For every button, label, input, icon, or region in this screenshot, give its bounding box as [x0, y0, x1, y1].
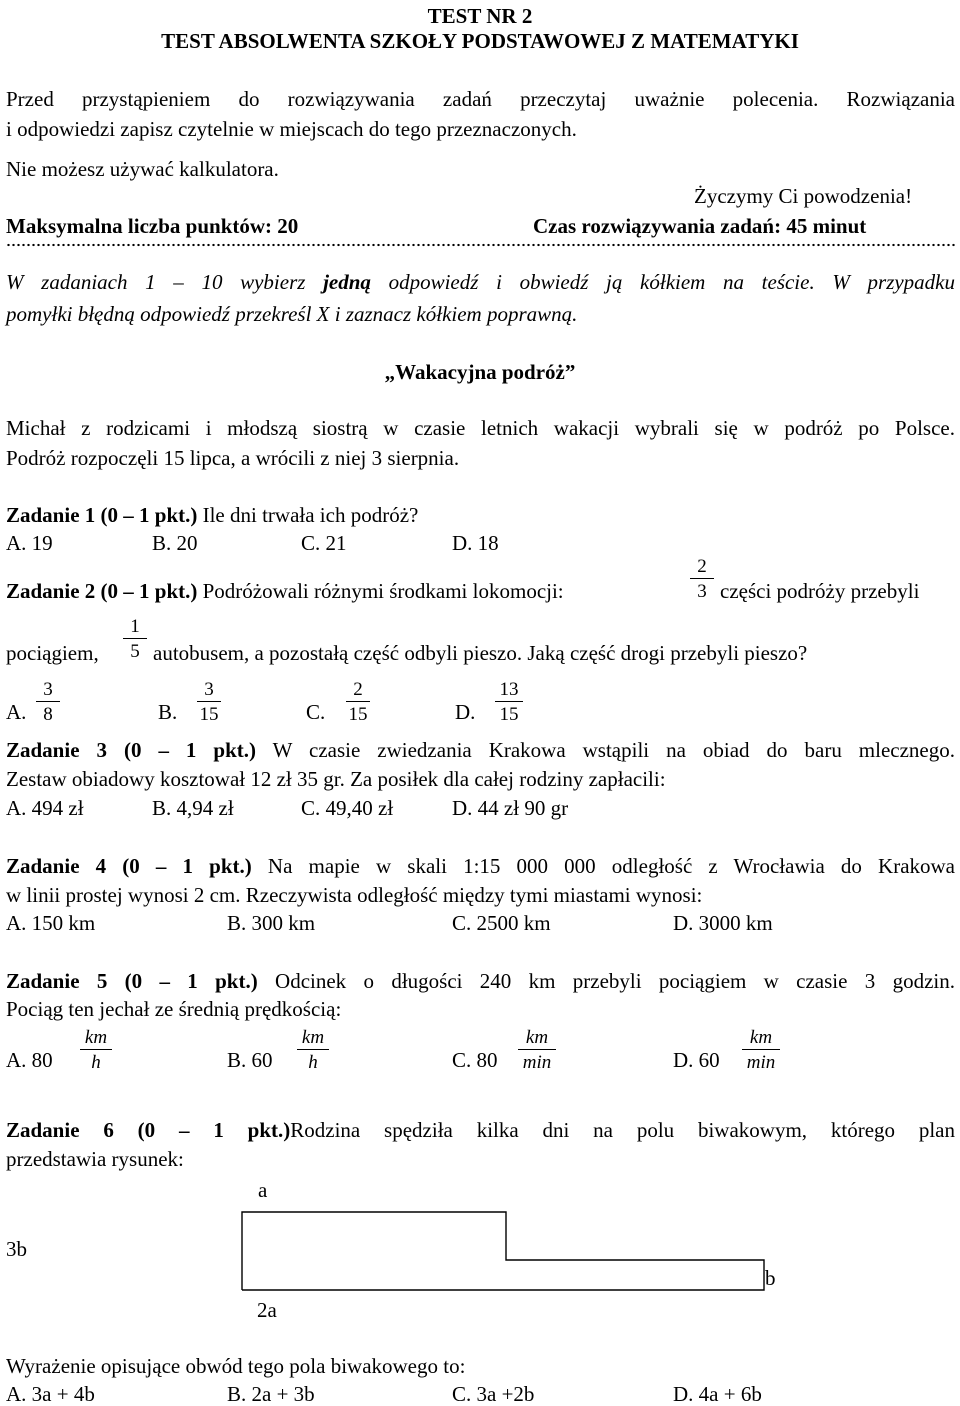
task6-answer-a[interactable]: A. 3a + 4b [6, 1382, 95, 1406]
fig-label-3b: 3b [6, 1237, 27, 1261]
time-limit: Czas rozwiązywania zadań: 45 minut [533, 214, 867, 238]
task4-question-line-2: w linii prostej wynosi 2 cm. Rzeczywista odległość między tymi miastami wynosi: [6, 883, 703, 907]
task4-answer-a[interactable]: A. 150 km [6, 911, 96, 935]
task1-answer-a[interactable]: A. 19 [6, 531, 53, 555]
fraction-numerator: 3 [204, 679, 214, 700]
task2-answer-d-fraction[interactable] [493, 680, 525, 724]
task2-question-line-1 [6, 581, 564, 602]
fraction-denominator: 15 [499, 704, 519, 725]
task2-answer-d-letter[interactable]: D. [455, 700, 476, 724]
test-number: TEST NR 2 [427, 4, 533, 28]
fraction-denominator: 8 [43, 704, 53, 725]
instruction-line-2: pomyłki błędną odpowiedź przekreśl X i zaznacz kółkiem poprawną. [6, 302, 578, 326]
good-luck-wish: Życzymy Ci powodzenia! [694, 184, 913, 208]
task2-answer-a-letter[interactable]: A. [6, 700, 27, 724]
task6-label: Zadanie 6 (0 – 1 pkt.) [6, 1118, 291, 1142]
instruction-part-2: odpowiedź i obwiedź ją kółkiem na teście. W przypadku [370, 270, 956, 294]
unit-numerator: km [525, 1027, 549, 1048]
task2-fraction-one-fifth [121, 617, 149, 661]
task3-text-1: W czasie zwiedzania Krakowa wstąpili na obiad do baru mlecznego. [256, 738, 956, 762]
task3-answer-d[interactable]: D. 44 zł 90 gr [452, 796, 569, 820]
unit-numerator: km [301, 1027, 325, 1048]
unit-numerator: km [749, 1027, 773, 1048]
unit-denominator: min [522, 1052, 552, 1073]
task4-text-1: Na mapie w skali 1:15 000 000 odległość z Wrocławia do Krakowa [251, 854, 955, 878]
task2-fraction-two-thirds [688, 557, 716, 601]
task5-label: Zadanie 5 (0 – 1 pkt.) [6, 969, 258, 993]
task5-question-line-2: Pociąg ten jechał ze średnią prędkością: [6, 997, 342, 1021]
intro-line-2: i odpowiedzi zapisz czytelnie w miejscach do tego przeznaczonych. [6, 117, 577, 141]
task2-text-3: pociągiem, [6, 641, 99, 665]
campsite-plan-outline [242, 1212, 764, 1290]
task6-answer-c[interactable]: C. 3a +2b [452, 1382, 535, 1406]
unit-numerator: km [84, 1027, 108, 1048]
task1-answer-d[interactable]: D. 18 [452, 531, 499, 555]
unit-denominator: h [91, 1052, 101, 1073]
task2-text-1: Podróżowali różnymi środkami lokomocji: [197, 579, 564, 603]
task2-text-4: autobusem, a pozostałą część odbyli pieszo. Jaką część drogi przebyli pieszo? [153, 641, 808, 665]
task6-answer-b[interactable]: B. 2a + 3b [227, 1382, 315, 1406]
task2-answer-c-fraction[interactable] [344, 680, 372, 724]
dotted-separator [6, 243, 955, 247]
task3-label: Zadanie 3 (0 – 1 pkt.) [6, 738, 256, 762]
task5-answer-a-unit[interactable] [78, 1028, 114, 1072]
intro-line-1: Przed przystąpieniem do rozwiązywania zadań przeczytaj uważnie polecenia. Rozwiązania [6, 87, 955, 111]
campsite-plan-figure [0, 1170, 960, 1330]
fraction-numerator: 13 [499, 679, 519, 700]
task1-answer-b[interactable]: B. 20 [152, 531, 198, 555]
task6-text-1: Rodzina spędziła kilka dni na polu biwakowym, którego plan [290, 1118, 956, 1142]
test-title: TEST ABSOLWENTA SZKOŁY PODSTAWOWEJ Z MATEMATYKI [161, 29, 799, 53]
fraction-denominator: 15 [199, 704, 219, 725]
task3-question-line-2: Zestaw obiadowy kosztował 12 zł 35 gr. Za posiłek dla całej rodziny zapłacili: [6, 767, 666, 791]
unit-denominator: h [308, 1052, 318, 1073]
fraction-numerator: 3 [43, 679, 53, 700]
task5-answer-c[interactable]: C. 80 [452, 1048, 498, 1072]
fig-label-2a: 2a [257, 1298, 277, 1322]
fig-label-a: a [258, 1178, 268, 1202]
task1-answer-c[interactable]: C. 21 [301, 531, 347, 555]
instruction-emphasis: jedną [323, 270, 371, 294]
fraction-denominator: 15 [348, 704, 368, 725]
instruction-part-1: W zadaniach 1 – 10 wybierz [6, 270, 324, 294]
task6-expression-question: Wyrażenie opisujące obwód tego pola biwakowego to: [6, 1354, 466, 1378]
story-line-2: Podróż rozpoczęli 15 lipca, a wrócili z niej 3 sierpnia. [6, 446, 460, 470]
fraction-numerator: 2 [353, 679, 363, 700]
fraction-numerator: 2 [697, 556, 707, 577]
task3-question-line-1 [6, 740, 955, 761]
instruction-line-1 [6, 272, 955, 293]
task4-answer-d[interactable]: D. 3000 km [673, 911, 773, 935]
task5-answer-d[interactable]: D. 60 [673, 1048, 720, 1072]
task4-label: Zadanie 4 (0 – 1 pkt.) [6, 854, 252, 878]
task2-text-2: części podróży przebyli [720, 579, 920, 603]
task6-question-line-2: przedstawia rysunek: [6, 1147, 184, 1171]
task3-answer-b[interactable]: B. 4,94 zł [152, 796, 234, 820]
task5-text-1: Odcinek o długości 240 km przebyli pociągiem w czasie 3 godzin. [257, 969, 955, 993]
task1-label: Zadanie 1 (0 – 1 pkt.) [6, 503, 198, 527]
task4-answer-b[interactable]: B. 300 km [227, 911, 316, 935]
fraction-numerator: 1 [130, 616, 140, 637]
task5-answer-b[interactable]: B. 60 [227, 1048, 273, 1072]
task2-label: Zadanie 2 (0 – 1 pkt.) [6, 579, 198, 603]
task6-answer-d[interactable]: D. 4a + 6b [673, 1382, 762, 1406]
fraction-denominator: 3 [697, 581, 707, 602]
story-title: „Wakacyjna podróż” [384, 360, 576, 384]
task1-question [6, 505, 418, 526]
task1-text: Ile dni trwała ich podróż? [197, 503, 419, 527]
unit-denominator: min [746, 1052, 776, 1073]
task2-answer-a-fraction[interactable] [34, 680, 62, 724]
task3-answer-c[interactable]: C. 49,40 zł [301, 796, 394, 820]
task2-answer-b-letter[interactable]: B. [158, 700, 178, 724]
task5-question-line-1 [6, 971, 955, 992]
task5-answer-c-unit[interactable] [516, 1028, 558, 1072]
max-points: Maksymalna liczba punktów: 20 [6, 214, 299, 238]
task3-answer-a[interactable]: A. 494 zł [6, 796, 84, 820]
task5-answer-d-unit[interactable] [740, 1028, 782, 1072]
task2-answer-c-letter[interactable]: C. [306, 700, 326, 724]
fig-label-b: b [765, 1266, 776, 1290]
no-calculator-note: Nie możesz używać kalkulatora. [6, 157, 279, 181]
fraction-denominator: 5 [130, 641, 140, 662]
task4-answer-c[interactable]: C. 2500 km [452, 911, 551, 935]
task5-answer-b-unit[interactable] [295, 1028, 331, 1072]
task5-answer-a[interactable]: A. 80 [6, 1048, 53, 1072]
task2-answer-b-fraction[interactable] [195, 680, 223, 724]
task4-question-line-1 [6, 856, 955, 877]
story-line-1: Michał z rodzicami i młodszą siostrą w czasie letnich wakacji wybrali się w podróż po Polsce. [6, 416, 955, 440]
task6-question-line-1 [6, 1120, 955, 1141]
